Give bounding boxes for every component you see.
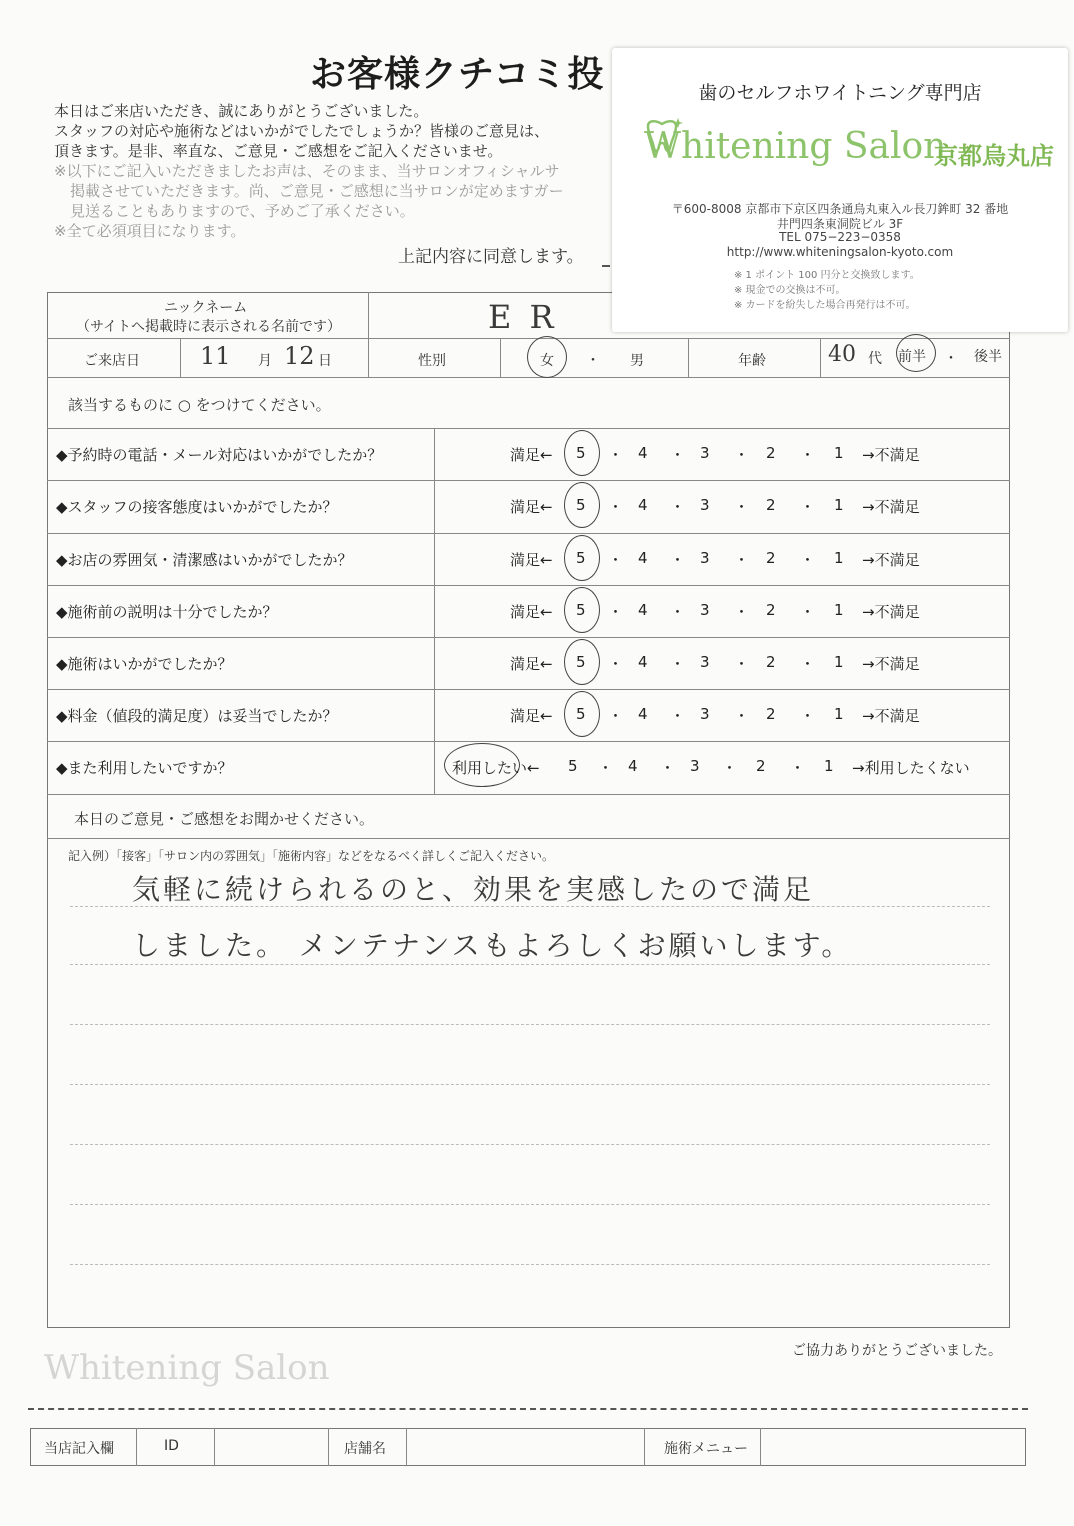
rating-option[interactable]: 5 xyxy=(576,705,586,723)
intro-line: ※以下にご記入いただきましたお声は、そのまま、当サロンオフィシャルサ xyxy=(54,162,560,180)
scale-satisfied-label: 満足← xyxy=(510,551,553,569)
rating-option[interactable]: 1 xyxy=(834,549,844,567)
rating-option[interactable]: 3 xyxy=(700,549,710,567)
scale-separator: ・ xyxy=(734,498,750,516)
comment-line[interactable]: 気軽に続けられるのと、効果を実感したので満足 xyxy=(132,873,815,906)
scale-separator: ・ xyxy=(800,498,816,516)
rating-option[interactable]: 2 xyxy=(766,601,776,619)
form-divider xyxy=(136,1428,137,1466)
form-divider xyxy=(47,533,1010,534)
scale-separator: ・ xyxy=(734,707,750,725)
scale-satisfied-label: 満足← xyxy=(510,603,553,621)
writing-rule xyxy=(70,1264,990,1265)
scale-separator: ・ xyxy=(800,551,816,569)
scale-separator: ・ xyxy=(670,655,686,673)
writing-rule xyxy=(70,1204,990,1205)
nickname-sub: （サイトへ掲載時に表示される名前です） xyxy=(76,319,342,335)
store-name-label: 店舗名 xyxy=(344,1441,386,1457)
form-divider xyxy=(406,1428,407,1466)
form-divider xyxy=(47,838,1010,839)
scale-separator: ・ xyxy=(608,446,624,464)
selected-circle xyxy=(564,430,600,476)
selected-circle xyxy=(564,535,600,581)
rating-option[interactable]: 5 xyxy=(576,549,586,567)
card-address: 〒600-8008 京都市下京区四条通烏丸東入ル長刀鉾町 32 番地 xyxy=(671,202,1009,216)
form-divider xyxy=(47,428,1010,429)
scale-separator: ・ xyxy=(598,759,614,777)
point-card xyxy=(612,48,1068,332)
rating-option[interactable]: 2 xyxy=(766,444,776,462)
rating-option[interactable]: 2 xyxy=(766,705,776,723)
comment-line[interactable]: しました。 メンテナンスもよろしくお願いします。 xyxy=(132,929,853,962)
nickname-label: ニックネーム xyxy=(164,300,248,316)
question-label: ◆施術前の説明は十分でしたか？ xyxy=(56,603,278,621)
scale-separator: ・ xyxy=(670,603,686,621)
age-second-half[interactable]: 後半 xyxy=(974,349,1002,365)
comment-heading: 本日のご意見・ご感想をお聞かせください。 xyxy=(74,810,375,828)
scale-separator: ・ xyxy=(790,759,806,777)
month-unit: 月 xyxy=(258,353,272,369)
intro-line: 本日はご来店いただき、誠にありがとうございました。 xyxy=(54,102,429,120)
question-label: ◆施術はいかがでしたか？ xyxy=(56,655,233,673)
writing-rule xyxy=(70,1084,990,1085)
form-divider xyxy=(47,637,1010,638)
intro-line: スタッフの対応や施術などはいかがでしたでしょうか？皆様のご意見は、 xyxy=(54,122,550,140)
age-unit: 代 xyxy=(868,351,882,367)
form-divider xyxy=(47,338,1010,339)
scale-unsatisfied-label: →不満足 xyxy=(862,498,920,516)
form-divider xyxy=(47,689,1010,690)
thanks-message: ご協力ありがとうございました。 xyxy=(792,1343,1002,1359)
rating-option[interactable]: 4 xyxy=(638,653,648,671)
scale-unsatisfied-label: →不満足 xyxy=(862,446,920,464)
rating-option[interactable]: 5 xyxy=(576,653,586,671)
scale-unsatisfied-label: →不満足 xyxy=(862,707,920,725)
age-first-half[interactable]: 前半 xyxy=(898,349,926,365)
form-divider xyxy=(820,338,821,377)
rating-option[interactable]: 1 xyxy=(824,757,834,775)
intro-line: ※全て必須項目になります。 xyxy=(54,222,246,240)
scale-reuse-label[interactable]: 利用したい← xyxy=(452,759,540,777)
intro-line: 見送ることもありますので、予めご了承ください。 xyxy=(70,202,415,220)
form-divider xyxy=(688,338,689,377)
card-note: ※ 1 ポイント 100 円分と交換致します。 xyxy=(734,270,920,281)
scale-separator: ・ xyxy=(722,759,738,777)
writing-rule xyxy=(70,1024,990,1025)
scale-separator: ・ xyxy=(734,551,750,569)
visit-month-value[interactable]: 11 xyxy=(200,342,231,370)
card-address: 井門四条東洞院ビル 3F xyxy=(776,217,904,231)
rating-option[interactable]: 3 xyxy=(700,496,710,514)
rating-option[interactable]: 2 xyxy=(756,757,766,775)
card-branch: 京都烏丸店 xyxy=(934,142,1054,170)
writing-rule xyxy=(70,964,990,965)
rating-option[interactable]: 4 xyxy=(628,757,638,775)
rating-option[interactable]: 5 xyxy=(568,757,578,775)
rating-option[interactable]: 1 xyxy=(834,496,844,514)
form-divider xyxy=(368,292,369,377)
scale-separator: ・ xyxy=(608,603,624,621)
question-label: ◆また利用したいですか？ xyxy=(56,759,233,777)
scale-separator: ・ xyxy=(608,498,624,516)
scale-separator: ・ xyxy=(660,759,676,777)
gender-male[interactable]: 男 xyxy=(630,353,644,369)
footer-logo: Whitening Salon xyxy=(44,1348,330,1388)
treatment-menu-label: 施術メニュー xyxy=(664,1441,748,1457)
scale-satisfied-label: 満足← xyxy=(510,446,553,464)
scale-separator: ・ xyxy=(670,551,686,569)
instruction: 該当するものに ○ をつけてください。 xyxy=(68,396,331,414)
scale-separator: ・ xyxy=(734,603,750,621)
scale-separator: ・ xyxy=(800,603,816,621)
question-label: ◆お店の雰囲気・清潔感はいかがでしたか？ xyxy=(56,551,353,569)
rating-option[interactable]: 1 xyxy=(834,653,844,671)
visit-date-label: ご来店日 xyxy=(84,353,140,369)
form-divider xyxy=(328,1428,329,1466)
rating-option[interactable]: 4 xyxy=(638,705,648,723)
scale-separator: ・ xyxy=(800,707,816,725)
day-unit: 日 xyxy=(318,353,332,369)
rating-option[interactable]: 3 xyxy=(700,705,710,723)
id-field[interactable] xyxy=(218,1432,324,1462)
rating-option[interactable]: 4 xyxy=(638,549,648,567)
question-label: ◆料金（値段的満足度）は妥当でしたか？ xyxy=(56,707,338,725)
card-note: ※ 現金での交換は不可。 xyxy=(734,285,846,296)
age-separator: ・ xyxy=(944,351,958,367)
form-divider xyxy=(47,741,1010,742)
signature-line xyxy=(602,265,610,267)
scale-separator: ・ xyxy=(670,707,686,725)
scale-separator: ・ xyxy=(734,446,750,464)
rating-option[interactable]: 3 xyxy=(700,601,710,619)
selected-circle xyxy=(564,587,600,633)
scale-separator: ・ xyxy=(608,551,624,569)
form-divider xyxy=(47,377,1010,378)
agree-statement: 上記内容に同意します。 xyxy=(398,247,584,267)
form-divider xyxy=(760,1428,761,1466)
rating-option[interactable]: 5 xyxy=(576,444,586,462)
card-logo: Whitening Salon xyxy=(644,126,947,167)
id-label: ID xyxy=(164,1438,179,1454)
scale-separator: ・ xyxy=(800,446,816,464)
age-label: 年齢 xyxy=(738,353,766,369)
form-divider xyxy=(47,480,1010,481)
scale-separator: ・ xyxy=(670,446,686,464)
card-note: ※ カードを紛失した場合再発行は不可。 xyxy=(734,300,916,311)
writing-rule xyxy=(70,1144,990,1145)
form-divider xyxy=(47,585,1010,586)
rating-option[interactable]: 1 xyxy=(834,601,844,619)
card-tagline: 歯のセルフホワイトニング専門店 xyxy=(698,82,982,104)
card-phone: TEL 075−223−0358 xyxy=(779,230,901,244)
rating-option[interactable]: 1 xyxy=(834,705,844,723)
selected-circle xyxy=(564,482,600,528)
scale-separator: ・ xyxy=(608,707,624,725)
rating-option[interactable]: 5 xyxy=(576,496,586,514)
visit-day-value[interactable]: 12 xyxy=(284,342,315,370)
rating-option[interactable]: 3 xyxy=(700,653,710,671)
rating-option[interactable]: 4 xyxy=(638,496,648,514)
scale-unsatisfied-label: →不満足 xyxy=(862,551,920,569)
rating-option[interactable]: 2 xyxy=(766,549,776,567)
example-text: 記入例）「接客」「サロン内の雰囲気」「施術内容」などをなるべく詳しくご記入ください。 xyxy=(68,849,555,863)
selected-circle xyxy=(564,691,600,737)
gender-separator: ・ xyxy=(586,353,600,369)
age-value[interactable]: 40 xyxy=(828,342,856,367)
form-divider xyxy=(214,1428,215,1466)
treatment-menu-field[interactable] xyxy=(764,1432,1022,1462)
page-title: お客様クチコミ投 xyxy=(310,54,605,95)
scale-satisfied-label: 満足← xyxy=(510,707,553,725)
rating-option[interactable]: 1 xyxy=(834,444,844,462)
rating-option[interactable]: 5 xyxy=(576,601,586,619)
question-label: ◆スタッフの接客態度はいかがでしたか？ xyxy=(56,498,338,516)
scale-separator: ・ xyxy=(608,655,624,673)
selected-circle xyxy=(564,639,600,685)
card-url: http://www.whiteningsalon-kyoto.com xyxy=(726,245,954,259)
scale-satisfied-label: 満足← xyxy=(510,655,553,673)
gender-label: 性別 xyxy=(418,353,446,369)
intro-line: 掲載させていただきます。尚、ご意見・ご感想に当サロンが定めますガー xyxy=(70,182,564,200)
scale-satisfied-label: 満足← xyxy=(510,498,553,516)
form-divider xyxy=(500,338,501,377)
rating-option[interactable]: 4 xyxy=(638,444,648,462)
scale-separator: ・ xyxy=(734,655,750,673)
rating-option[interactable]: 4 xyxy=(638,601,648,619)
form-divider xyxy=(434,428,435,794)
form-divider xyxy=(644,1428,645,1466)
rating-option[interactable]: 2 xyxy=(766,496,776,514)
scale-separator: ・ xyxy=(670,498,686,516)
scale-no-reuse-label: →利用したくない xyxy=(852,759,970,777)
scale-unsatisfied-label: →不満足 xyxy=(862,655,920,673)
store-name-field[interactable] xyxy=(410,1432,640,1462)
form-divider xyxy=(180,338,181,377)
form-divider xyxy=(47,794,1010,795)
gender-female[interactable]: 女 xyxy=(540,353,554,369)
rating-option[interactable]: 2 xyxy=(766,653,776,671)
staff-use-label: 当店記入欄 xyxy=(44,1441,114,1457)
rating-option[interactable]: 3 xyxy=(700,444,710,462)
intro-line: 頂きます。是非、率直な、ご意見・ご感想をご記入くださいませ。 xyxy=(54,142,503,160)
nickname-value[interactable]: E R xyxy=(488,298,558,336)
cut-line xyxy=(28,1408,1028,1410)
question-label: ◆予約時の電話・メール対応はいかがでしたか？ xyxy=(56,446,383,464)
writing-rule xyxy=(70,906,990,907)
scale-separator: ・ xyxy=(800,655,816,673)
rating-option[interactable]: 3 xyxy=(690,757,700,775)
scale-unsatisfied-label: →不満足 xyxy=(862,603,920,621)
